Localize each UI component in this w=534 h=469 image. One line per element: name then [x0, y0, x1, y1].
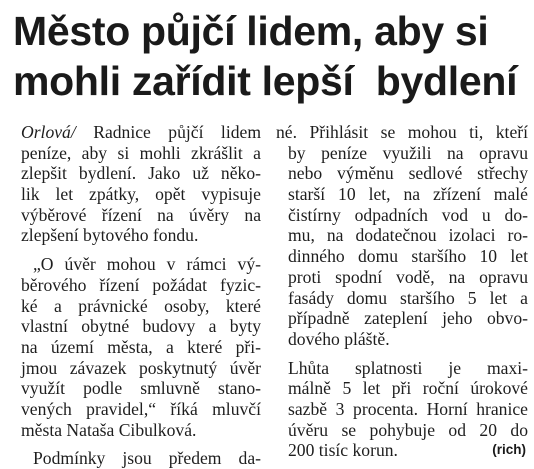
- paragraph-line: úvěru se pohybuje od 20 do: [288, 419, 528, 440]
- paragraph-line: peníze, aby si mohli zkrášlit a: [21, 142, 261, 163]
- paragraph-line: Lhůta splatnosti je maxi-: [288, 357, 528, 378]
- article-headline: [13, 6, 528, 106]
- paragraph-line: města Nataša Cibulková.: [21, 419, 197, 440]
- paragraph-line: čistírny odpadních vod u do-: [288, 204, 528, 225]
- paragraph-line: mu, na dodatečnou izolaci ro-: [288, 225, 528, 246]
- paragraph-line: [21, 122, 261, 143]
- paragraph-line: na území města, a které při-: [21, 336, 261, 357]
- paragraph-line: zlepšení bytového fondu.: [21, 225, 199, 246]
- paragraph-line: 200 tisíc korun.: [288, 440, 398, 461]
- article-column-left: [21, 122, 261, 469]
- paragraph-line: by peníze využili na opravu: [288, 142, 528, 163]
- paragraph-line-text: Radnice půjčí lidem: [93, 122, 262, 142]
- paragraph-line: málně 5 let při roční úrokové: [288, 378, 528, 399]
- paragraph-line: sazbě 3 procenta. Horní hranice: [288, 398, 528, 419]
- paragraph-line: ké a právnické osoby, které: [21, 295, 261, 316]
- paragraph-line: běrového řízení požádat fyzic-: [21, 274, 261, 295]
- paragraph-line: né. Přihlásit se mohou ti, kteří: [276, 122, 528, 142]
- paragraph-line: jmou závazek poskytnutý úvěr: [21, 357, 261, 378]
- paragraph-line: vlastní obytné budovy a byty: [21, 316, 261, 337]
- headline-line-1: Město půjčí lidem, aby si: [13, 8, 489, 54]
- paragraph-line: využít podle smluvně stano-: [21, 378, 261, 399]
- paragraph-line: dinného domu staršího 10 let: [288, 246, 528, 267]
- paragraph-line: starší 10 let, na zřízení malé: [288, 184, 528, 205]
- paragraph-line: dového pláště.: [288, 328, 390, 349]
- paragraph-line: lik let zpátky, opět vypisuje: [21, 184, 261, 205]
- headline-line-2: mohli zařídit lepší bydlení: [13, 58, 518, 104]
- article-column-right: [276, 122, 528, 461]
- paragraph-line: vených pravidel,“ říká mluvčí: [21, 398, 261, 419]
- paragraph-line: zlepšit bydlení. Jako už něko-: [21, 163, 261, 184]
- paragraph-line: Podmínky jsou předem da-: [33, 448, 261, 469]
- paragraph-line: nebo výměnu sedlové střechy: [288, 163, 528, 184]
- article-dateline: Orlová/: [21, 122, 76, 142]
- paragraph-line: výběrové řízení na úvěry na: [21, 204, 261, 225]
- paragraph-line: fasády domu staršího 5 let a: [288, 287, 528, 308]
- author-signature: (rich): [492, 442, 526, 457]
- paragraph-line: případně zateplení jeho obvo-: [288, 308, 528, 329]
- paragraph-line: „O úvěr mohou v rámci vý-: [33, 254, 261, 275]
- paragraph-line: proti spodní vodě, na opravu: [288, 266, 528, 287]
- column-gutter: [266, 126, 267, 458]
